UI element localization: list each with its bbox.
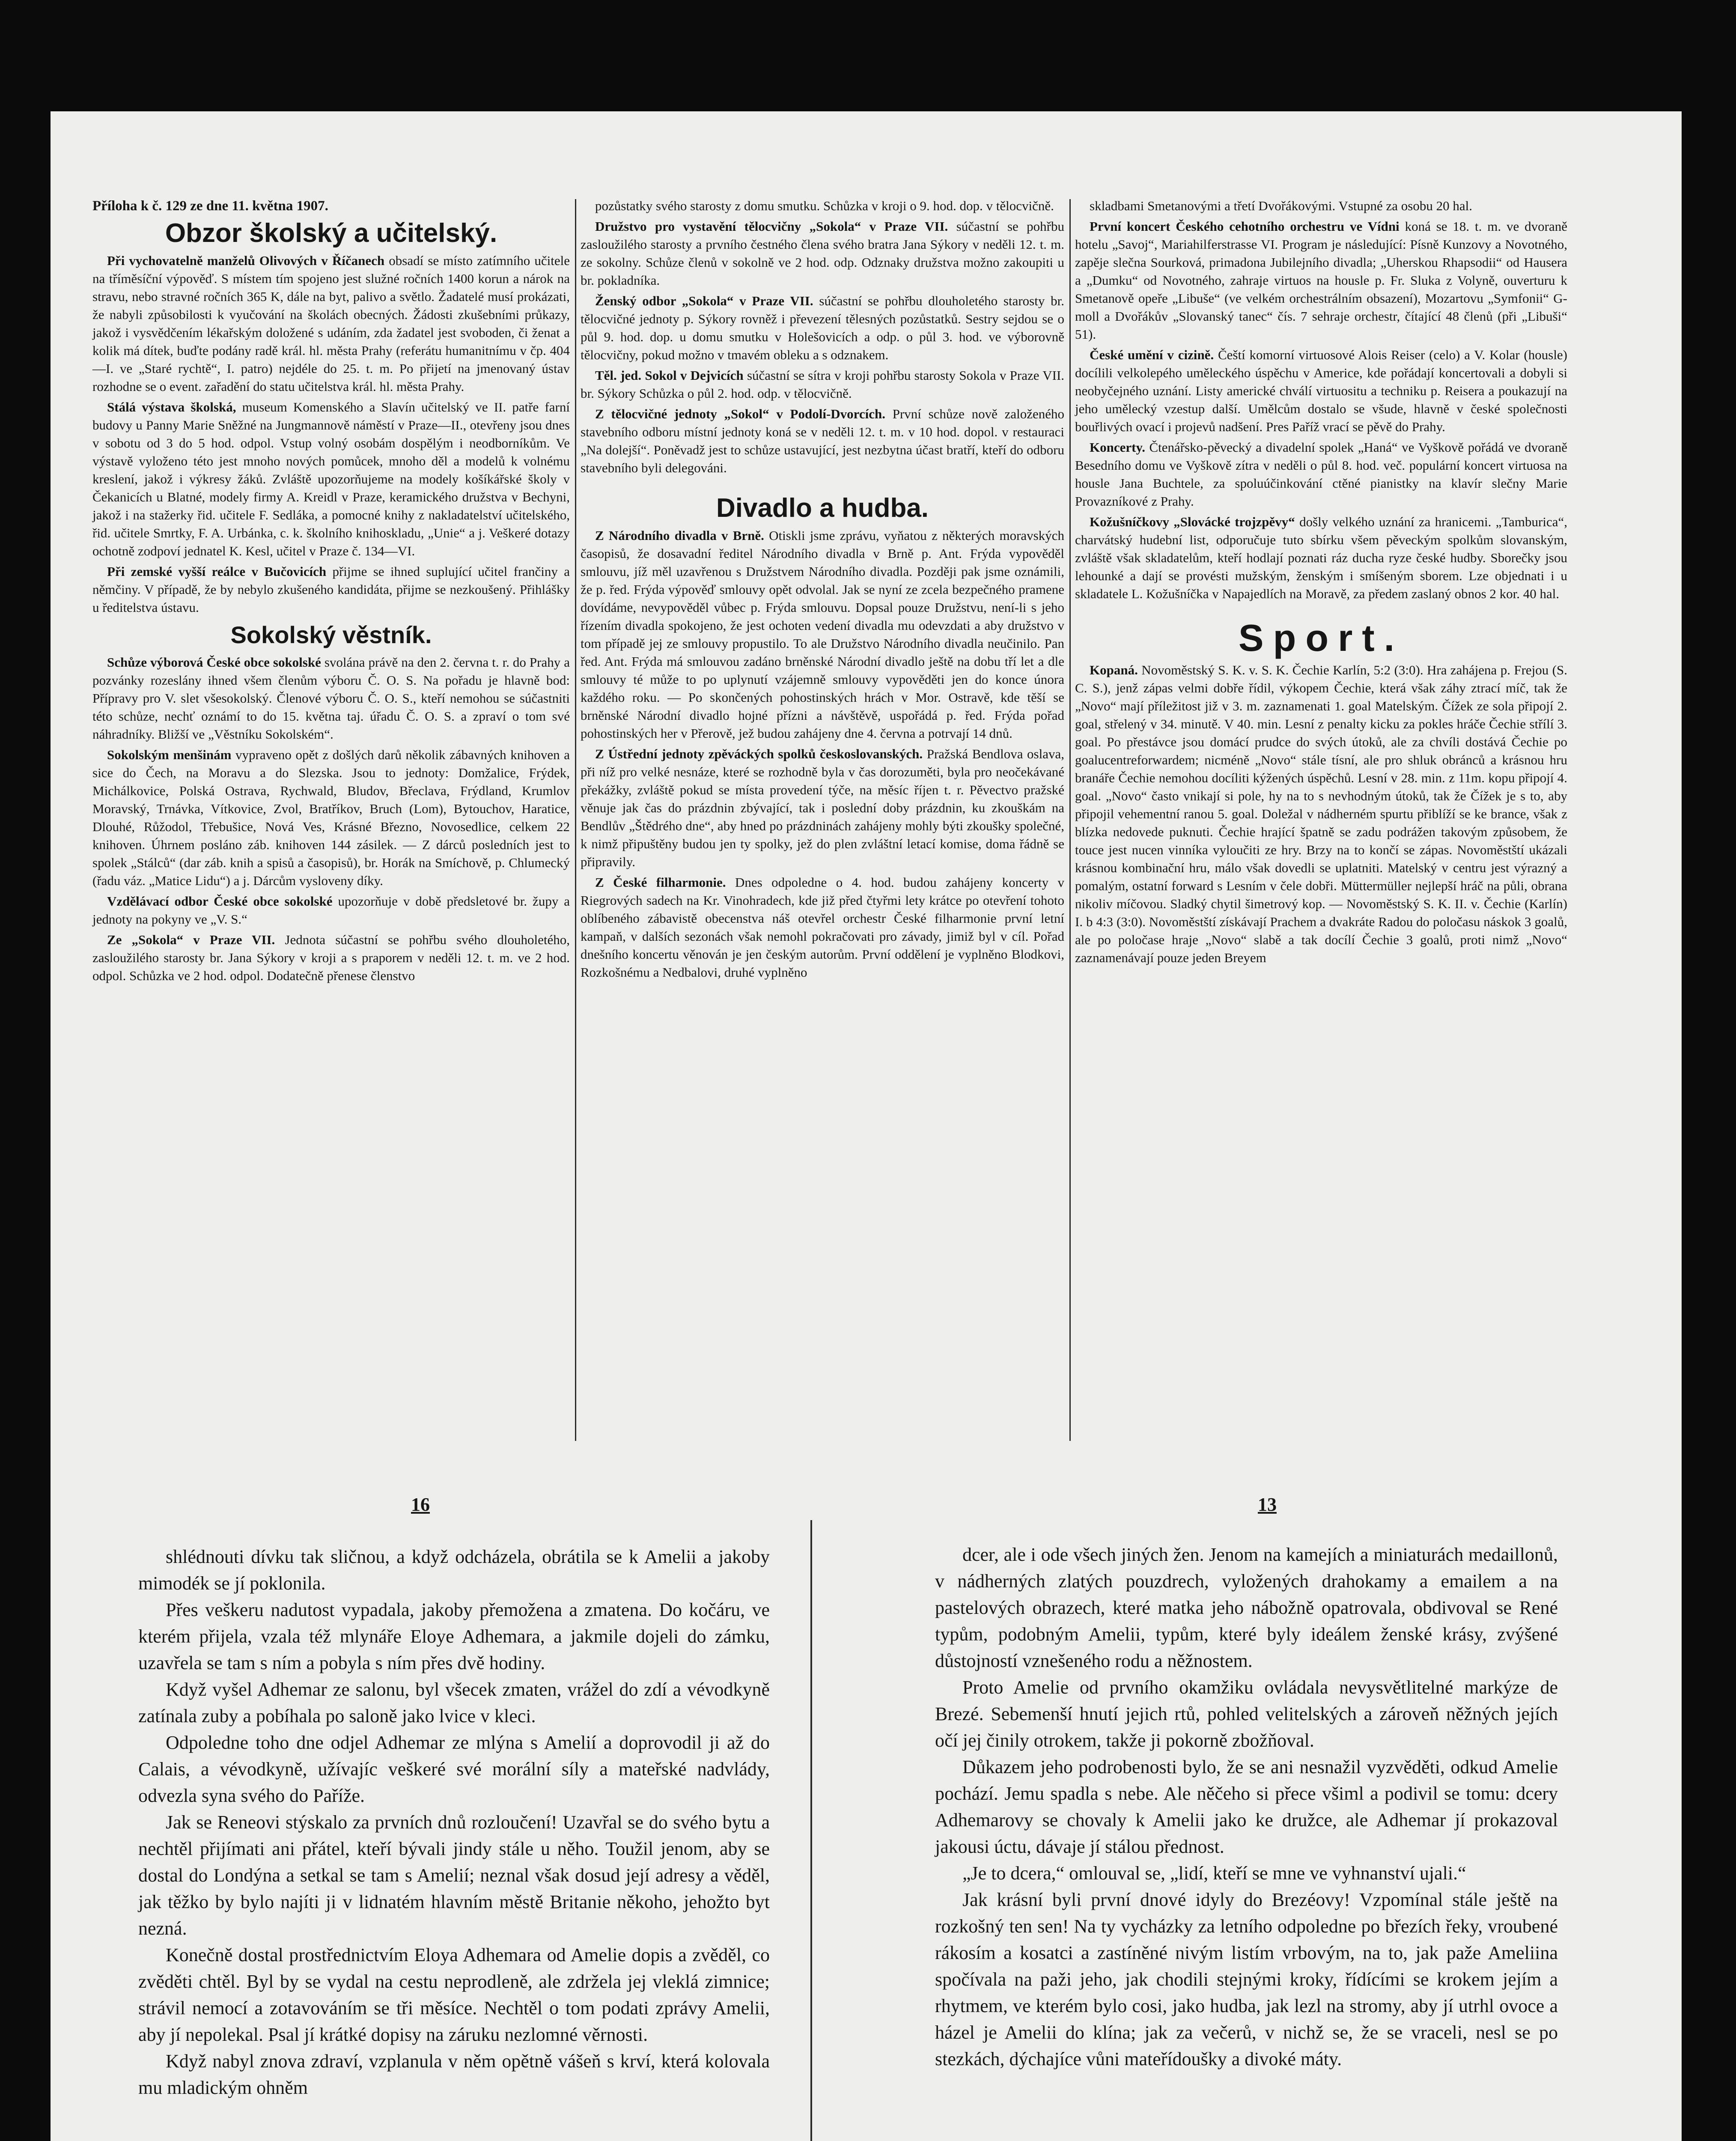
article-lead: Schůze výborová České obce sokolské xyxy=(107,655,321,670)
theatre-articles xyxy=(581,527,1064,981)
sport-articles xyxy=(1075,661,1567,967)
article-text: Otiskli jsme zprávu, vyňatou z některých moravských časopisů, že dosavadní ředitel Národního divadla v Brně p. Ant. Frýda vypověděl smlouvu, jíž měl uzavřenou s Družstvem Národního divadla. Později pak jsme oznámili, že p. řed. Frýda výpověď smlouvy opět odvolal. Jak se nyní ze zcela bezpečného pramene dovídáme, nevypověděl vůbec p. Frýda smlouvu. Dopsal pouze Družstvu, není-li s jeho řízením divadla spokojeno, že jest ochoten vedení divadla mu odevzdati a aby družstvo v tom případě jej ze smlouvy propustilo. To ale Družstvo Národního divadla neučinilo. Pan řed. Ant. Frýda má smlouvou zadáno brněnské Národní divadlo ještě na dobu tří let a dle smlouvy té může to po uplynutí vzájemně smlouvy vypověděti jen do konce února každého roku. — Po skončených pohostinských hrách v Mor. Ostravě, kde těší se brněnské Národní divadlo hojné přízni a návštěvě, uspořádá p. řed. Frýda pořad pohostinských her v Přerově, jež budou zahájeny dne 4. června a potrvají 14 dnů. xyxy=(581,528,1064,741)
article-text: súčastní se sítra v kroji pohřbu starosty Sokola v Praze VII. br. Sýkory Schůzka o půl 2. hod. odp. v tělocvičně. xyxy=(581,368,1065,401)
article-lead: Sokolským menšinám xyxy=(107,747,232,762)
column-divider xyxy=(575,199,576,1441)
music-articles xyxy=(1075,197,1567,603)
page-divider xyxy=(810,1520,812,2141)
article-paragraph xyxy=(581,292,1064,364)
column-divider xyxy=(1069,199,1071,1441)
article-paragraph xyxy=(1075,438,1567,510)
sokol-articles xyxy=(92,653,570,985)
article-lead: Stálá výstava školská, xyxy=(107,400,236,414)
article-text: Novoměstský S. K. v. S. K. Čechie Karlín, 5:2 (3:0). Hra zahájena p. Frejou (S. C. S.), jenž zápas velmi dobře řídil, výkopem Čechie, která však záhy ztrací míč, tak že „Novo“ mají příležitost již v 3. m. zaznamenati 1. goal Matelským. Čížek ze sola připojí 2. goal, střelený v 34. minutě. V 40. min. Lesní z penalty kicku za pokles hráče Čechie střílí 3. goal. Po přestávce jsou domácí prudce do svých útoků, ale za chvíli dostává Čechie po goalucentreforwardem; nicméně „Novo“ stále tísní, ale pro shluk obránců a krásnou hru branáře Čechie nemohou docíliti kýžených úspěchů. Lesní v 28. min. z 11m. kopu připojí 4. goal. „Novo“ často vnikají si pole, hy na to s nevhodným útoků, tak že Čížek je s to, aby připojil vehementní ranou 5. goal. Doležal v nádherném spurtu přiblíží se ke brance, však z blízka nedovede puknuti. Čechie hrající špatně se zadu podrážen takovým způsobem, že touce jest nucen vinníka vyloučiti ze hry. Brzy na to končí se zápas. Novoměstští ukázali krásnou kombinační hru, málo však dovedli se uplatniti. Matelský v centru jest výrazný a pomalým, ostatní forward s Lesním v čele dobři. Müttermüller nejlepší hráč na půli, obrana nikoliv míčovou. Sladký chytil šimetrový kop. — Novoměstský S. K. II. v. Čechie (Karlín) I. b 4:3 (3:0). Novoměstští získávají Prachem a dvakráte Radou do poločasu náskok 3 goalů, ale po poločase hraje „Novo“ slabě a tak docílí Čechie 3 goalů, proti nimž „Novo“ zaznamenávají pouze jeden Breyem xyxy=(1075,662,1568,965)
column-sokol-theatre xyxy=(581,197,1064,984)
article-lead: Při vychovatelně manželů Olivových v Říčanech xyxy=(107,253,385,268)
novel-paragraph: Důkazem jeho podrobenosti bylo, že se ani nesnažil vyzvěděti, odkud Amelie pochází. Jemu spadla s nebe. Ale něčeho si přece všiml a podivil se tomu: dcery Adhemarovy se chovaly k Amelii jako ke družce, ale Adhemar jí prokazoval jakousi úctu, dávaje jí stálou přednost. xyxy=(935,1756,1558,1857)
novel-paragraph: Konečně dostal prostřednictvím Eloya Adhemara od Amelie dopis a zvěděl, co zvěděti chtěl. Byl by se vydal na cestu neprodleně, ale zdržela jej vleklá zimnice; strávil nemocí a zotavováním se tři měsíce. Nechtěl o tom podati zprávy Amelii, aby jí nepolekal. Psal jí krátké dopisy na záruku nezlomné věrnosti. xyxy=(138,1944,770,2045)
article-paragraph xyxy=(581,218,1064,289)
article-paragraph xyxy=(1075,346,1567,436)
article-paragraph xyxy=(581,527,1064,742)
article-paragraph xyxy=(1075,218,1567,343)
novel-paragraph: Jak se Reneovi stýskalo za prvních dnů rozloučení! Uzavřal se do svého bytu a nechtěl přijímati ani přátel, kteří bývali jindy stále u něho. Toužil jenom, aby se dostal do Londýna a setkal se tam s Amelií; neznal však dosud její adresy a věděl, jak těžko by bylo najíti ji v lidnatém hlavním městě Britanie někoho, jehožto byt nezná. xyxy=(138,1812,770,1939)
article-lead: Těl. jed. Sokol v Dejvicích xyxy=(595,368,744,383)
article-text: svolána právě na den 2. června t. r. do Prahy a pozvánky rozeslány ihned všem členům výboru Č. O. S. Na pořadu je hlavně bod: Přípravy pro V. slet všesokolský. Členové výboru Č. O. S., kteří nemohou se súčastniti této schůze, nechť oznámí to do 15. května taj. úřadu Č. O. S. a zpraví o tom své náhradníky. Bližší ve „Věstníku Sokolském“. xyxy=(92,655,570,742)
article-lead: Vzdělávací odbor České obce sokolské xyxy=(107,894,333,909)
article-lead: Kožušníčkovy „Slovácké trojzpěvy“ xyxy=(1090,514,1295,529)
article-text: První schůze nově založeného stavebního odboru místní jednoty koná se v neděli 12. t. m. v 10 hod. dopol. v restauraci „Na dolejší“. Poněvadž jest to schůze ustavující, jest nezbytna účast bratří, kteří do odboru stavebního byli delegováni. xyxy=(581,406,1065,475)
section-title-theatre: Divadlo a hudba. xyxy=(716,493,929,523)
novel-paragraph: Když vyšel Adhemar ze salonu, byl všecek zmaten, vrážel do zdí a vévodkyně zatínala zuby a pobíhala po saloně jako lvice v kleci. xyxy=(138,1679,770,1727)
section-title-sport: Sport. xyxy=(1238,617,1404,659)
novel-paragraph: Když nabyl znova zdraví, vzplanula v něm opětně vášeň s krví, která kolovala mu mladickým ohněm xyxy=(138,2051,770,2098)
column-school-sokol xyxy=(92,197,570,987)
article-lead: Ze „Sokola“ v Praze VII. xyxy=(107,932,275,947)
school-articles xyxy=(92,252,570,617)
novel-paragraph: Přes veškeru nadutost vypadala, jakoby přemožena a zmatena. Do kočáru, ve kterém přijela, vzala též mlynáře Eloye Adhemara, a jakmile dojeli do zámku, uzavřela se tam s ním a pobyla s ním přes dvě hodiny. xyxy=(138,1599,770,1673)
article-text: Čtenářsko-pěvecký a divadelní spolek „Haná“ ve Vyškově pořádá ve dvoraně Besedního domu ve Vyškově zítra v neděli o půl 8. hod. več. populární koncert virtuosa na housle Jana Buchtele, za spoluúčinkování ctěné pianistky na klavír slečny Marie Provazníkové z Prahy. xyxy=(1075,440,1567,509)
article-lead: Koncerty. xyxy=(1090,440,1145,455)
article-lead: Při zemské vyšší reálce v Bučovicích xyxy=(107,564,327,579)
article-paragraph xyxy=(581,197,1064,215)
article-paragraph xyxy=(1075,513,1567,603)
article-paragraph xyxy=(92,931,570,985)
section-title-sokol: Sokolský věstník. xyxy=(230,621,432,648)
article-lead: Z tělocvičné jednoty „Sokol“ v Podolí-Dvorcích. xyxy=(595,406,885,421)
article-lead: Z České filharmonie. xyxy=(595,875,726,890)
article-text: Pražská Bendlova oslava, při níž pro velké nesnáze, které se rozhodně byla v čas dorozuměti, byla pro neočekávané překážky, zvláště pokud se místa provedení týče, na měsíc říjen t. r. Pěvectvo pražské věnuje jak čas do prázdnin zbývající, tak i poslední doby prázdnin, ku zkouškám na Bendlův „Štědrého dne“, aby hned po prázdninách zahájeny mohly býti zkoušky společné, k nimž připuštěny budou jen ty spolky, jež do plen zvláštní letací komise, doma řádně se připravily. xyxy=(581,746,1064,869)
article-text: Jednota súčastní se pohřbu svého dlouholetého, zasloužilého starosty br. Jana Sýkory v kroji a s praporem v neděli 12. t. m. ve 2 hod. odpol. Schůzka ve 2 hod. odpol. Dodatečně přenese členstvo xyxy=(92,932,570,983)
newspaper-sheet xyxy=(51,111,1682,2141)
article-lead: Ženský odbor „Sokola“ v Praze VII. xyxy=(595,293,813,308)
article-paragraph xyxy=(92,398,570,560)
novel-text-right xyxy=(935,1542,1558,2072)
article-lead: České umění v cizině. xyxy=(1090,347,1214,362)
issue-line: Příloha k č. 129 ze dne 11. května 1907. xyxy=(92,198,328,214)
article-paragraph xyxy=(92,653,570,743)
novel-paragraph: Odpoledne toho dne odjel Adhemar ze mlýna s Amelií a doprovodil ji až do Calais, a vévodkyně, užívajíc veškeré své morální síly a mateřské nadvlády, odvezla syna svého do Paříže. xyxy=(138,1732,770,1806)
article-text: koná se 18. t. m. ve dvoraně hotelu „Savoj“, Mariahilferstrasse VI. Program je následující: Písně Kunzovy a Novotného, zapěje slečna Sourková, primadona Jubilejního divadla; „Uherskou Rhapsodii“ od Hausera a „Dumku“ od Novotného, zahraje virtuos na housle p. Fr. Slukа z Volyně, ouverturu k Smetanově opeře „Libuše“ (ve velkém orchestrálním obsazení), Mozartovu „Symfonii“ G-moll a Dvořákův „Slovanský tanec“ čís. 7 sehraje orchestr, čítající 48 členů (při „Libuši“ 51). xyxy=(1075,219,1567,342)
article-paragraph xyxy=(92,746,570,890)
article-paragraph xyxy=(1075,661,1567,967)
article-paragraph xyxy=(92,563,570,617)
article-paragraph xyxy=(1075,197,1567,215)
sokol-articles-continued xyxy=(581,197,1064,477)
novel-paragraph: shlédnouti dívku tak sličnou, a když odcházela, obrátila se k Amelii a jakoby mimodék se jí poklonila. xyxy=(138,1546,770,1594)
novel-paragraph: „Je to dcera,“ omlouval se, „lidí, kteří se mne ve vyhnanství ujali.“ xyxy=(962,1863,1466,1884)
novel-paragraph: Jak krásní byli první dnové idyly do Brezéovy! Vzpomínal stále ještě na rozkošný ten sen! Na ty vycházky za letního odpoledne po březích řeky, vroubené rákosím a kosatci a zastíněné nivým listím vrbovým, na to, jak paže Ameliina spočívala na paži jeho, jak chodili stejnými kroky, řídícími se krokem jejím a rhytmem, ve kterém bylo cosi, jako hudba, jak lezl na stromy, aby jí utrhl ovoce a házel je Amelii do klína; jak za večerů, v nichž se, že se vraceli, nesl se po stezkách, dýchajíce vůni mateřídoušky a divoké máty. xyxy=(935,1889,1558,2069)
article-text: Čeští komorní virtuosové Alois Reiser (celo) a V. Kolar (housle) docílili velkolepého uměleckého úspěchu v Americe, kde pořádají koncertovali a dobyli si neobyčejného uznání. Listy americké chválí virtuositu a techniku p. Reisera a poukazují na jeho umělecký vzestup další. Umělcům dostalo se všude, hlavně v české společnosti bouřlivých ovací i projevů nadšení. Pres Paříž vrací se pěvě do Prahy. xyxy=(1075,347,1568,434)
article-paragraph xyxy=(92,252,570,396)
novel-paragraph: dcer, ale i ode všech jiných žen. Jenom na kamejích a miniaturách medaillonů, v nádherných zlatých pouzdrech, vyložených drahokamy a emailem a na pastelových obrazech, které matka jeho nábožně opatrovala, obdivoval se René typům, podobným Amelii, typům, které byly ideálem ženské krásy, zvýšené důstojností vznešeného rodu a něžnostem. xyxy=(935,1544,1558,1671)
article-paragraph xyxy=(581,367,1064,403)
article-paragraph xyxy=(92,892,570,928)
article-paragraph xyxy=(581,405,1064,477)
article-text: upozorňuje v době předsletové br. župy a jednoty na pokyny ve „V. S.“ xyxy=(92,894,570,927)
article-lead: Družstvo pro vystavění tělocvičny „Sokola“ v Praze VII. xyxy=(595,219,948,234)
article-text: skladbami Smetanovými a třetí Dvořákovými. Vstupné za osobu 20 hal. xyxy=(1090,198,1472,213)
article-text: přijme se ihned suplující učitel frančiny a němčiny. V případě, že by nebylo zkušeného kandidáta, přijme se nezkoušený. Přihlášky u ředitelstva ústavu. xyxy=(92,564,570,615)
article-lead: Z Ústřední jednoty zpěváckých spolků českoslovanských. xyxy=(595,746,923,761)
section-title-school: Obzor školský a učitelský. xyxy=(165,218,497,248)
article-paragraph xyxy=(581,745,1064,871)
article-text: došly velkého uznání za hranicemi. „Tamburica“, charvátský hudební list, odporučuje tuto sbírku všem pěveckým spolkům slovanským, zvláště však skladatelům, kteří hodlají poznati ráz ducha ryze české hudby. Sborečky jsou lehounké a dají se provésti mužským, ženským i smíšeným sborem. Lze objednati i u skladatele L. Kožušníčka v Napajedlích na Moravě, za předem zaslaný obnos 2 kor. 40 hal. xyxy=(1075,514,1568,601)
article-text: obsadí se místo zatímního učitele na tříměsíční výpověď. S místem tím spojeno jest služné ročních 1400 korun a nárok na stravu, nebo stravné ročních 365 K, dále na byt, palivo a světlo. Žadatelé musí prokázati, že nabyli způsobilosti k vyučování na školách obecných. Žádosti zkušebními průkazy, jakož i vysvědčením lékařským doložené s udáním, zda žadatel jest svoboden, či ženat a kolik má dítek, buďte podány radě král. hl. města Prahy (referátu humanitnímu v čp. 404—I. ve „Staré rychtě“, I. patro) nejdéle do 25. t. m. Po přijetí na jmenovaný ústav rozhodne se o event. zařadění do statu učitelstva král. hl. města Prahy. xyxy=(92,253,570,394)
column-music-sport xyxy=(1075,197,1567,969)
article-text: Dnes odpoledne o 4. hod. budou zahájeny koncerty v Riegrových sadech na Kr. Vinohradech, kde již před čtyřmi lety krátce po otevření tohoto oblíbeného zábavistě obecenstva náš otevřel orchestr České filharmonie první letní kampaň, v dalších sezonách však nemohl pokračovati pro závady, jimiž byl v cíl. Pořad dnešního koncertu věnován je jen českým autorům. První oddělení je vyplněno Blodkovi, Rozkošnému a Nedbalovi, druhé vyplněno xyxy=(581,875,1065,980)
article-lead: Z Národního divadla v Brně. xyxy=(595,528,764,543)
article-lead: První koncert Českého cehotního orchestru ve Vídni xyxy=(1090,219,1400,234)
article-lead: Kopaná. xyxy=(1090,662,1138,677)
novel-paragraph: Proto Amelie od prvního okamžiku ovládala nevysvětlitelné markýze de Brezé. Sebemenší hnutí jejich rtů, pohled velitelských a zároveň něžných jejích očí jej činily otrokem, takže ji pokorně zbožňoval. xyxy=(935,1677,1558,1751)
article-text: museum Komenského a Slavín učitelský ve II. patře farní budovy u Panny Marie Sněžné na Jungmannově náměstí v Praze—II., otevřeny jsou dnes v sobotu od 3 do 5 hod. odpol. Vstup volný osobám dospělým i neodborníkům. Ve výstavě vyloženo této jest mnoho nových pomůcek, mnoho děl a modelů k volnému kreslení, jakož i výkresy žáků. Zvláště upozorňujeme na modely košíkářské školy v Čekanicích u Blatné, modely firmy A. Kreidl v Praze, keramického družstva v Bechyni, jakož i na stažerky řid. učitele F. Sedláka, a pomocné knihy z nakladatelství učitelského, řid. učitele Smrtky, F. A. Urbánka, c. k. školního knihoskladu, „Unie“ a j. Veškeré dotazy ochotně zodpoví jednatel K. Kesl, učitel v Praze č. 134—VI. xyxy=(92,400,570,558)
page-number-left: 16 xyxy=(411,1494,430,1515)
article-text: vypraveno opět z došlých darů několik zábavných knihoven a sice do Čech, na Moravu a do Slezska. Jsou to jednoty: Domžalice, Frýdek, Michálkovice, Polská Ostrava, Rychwald, Bludov, Břeclava, Frýdland, Krumlov Moravský, Trnávka, Vítkovice, Zvol, Bratříkov, Bruch (Lom), Bytouchov, Haratice, Dlouhé, Růžodol, Třebušice, Nová Ves, Krásné Březno, Novosedlice, celkem 22 knihoven. Úhrnem posláno záb. knihoven 144 zásilek. — Z dárců posledních jest to spolek „Stálců“ (dar záb. knih a spisů a časopisů), br. Horák na Smíchově, p. Chlumecký (řadu váz. „Matice Lidu“) a j. Dárcům vysloveny díky. xyxy=(92,747,570,888)
article-text: pozůstatky svého starosty z domu smutku. Schůzka v kroji o 9. hod. dop. v tělocvičně. xyxy=(595,198,1054,213)
article-paragraph xyxy=(581,874,1064,981)
novel-text-left xyxy=(138,1544,770,2101)
page-number-right: 13 xyxy=(1258,1494,1277,1515)
article-text: súčastní se pohřbu dlouholetého starosty br. tělocvičné jednoty p. Sýkory rovněž i převezení tělesných pozůstatků. Sestry sejdou se o půl 9. hod. dop. u domu smutku v Holešovicích a odp. o půl 3. hod. ve výborovně tělocvičny, pokud možno v tmavém obleku a s odznakem. xyxy=(581,293,1065,362)
article-text: súčastní se pohřbu zasloužilého starosty a prvního čestného člena svého bratra Jana Sýkory v neděli 12. t. m. ze sokolny. Schůze členů v sokolně ve 2 hod. odp. Odznaky družstva možno zakoupiti u br. pokladníka. xyxy=(581,219,1064,288)
